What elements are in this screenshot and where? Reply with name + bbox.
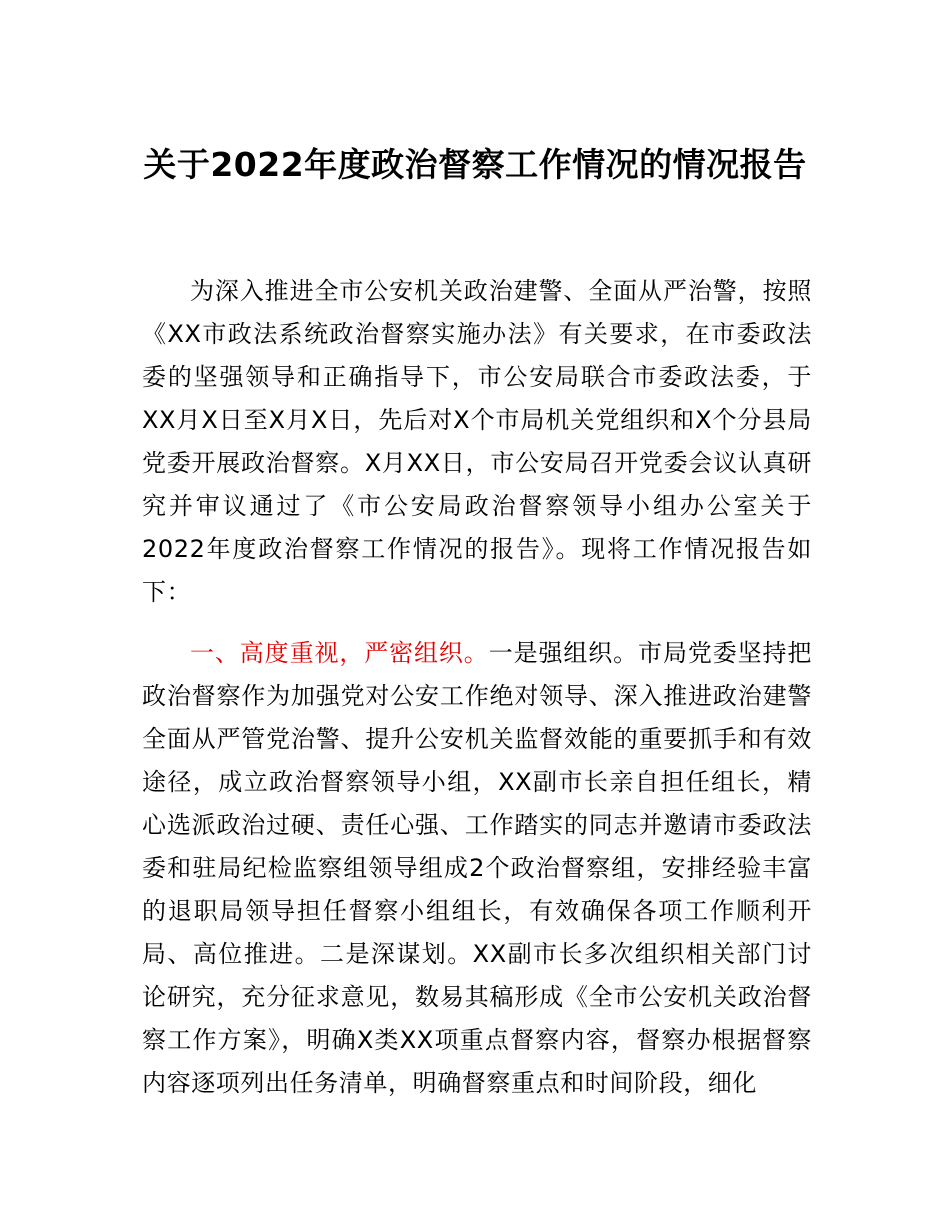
section-one-heading: 一、高度重视，严密组织。 [190, 639, 489, 667]
document-title: 关于2022年度政治督察工作情况的情况报告 [143, 145, 807, 184]
section-one-body: 一是强组织。市局党委坚持把政治督察作为加强党对公安工作绝对领导、深入推进政治建警全面从严管党治警、提升公安机关监督效能的重要抓手和有效途径，成立政治督察领导小组，XX副市长亲自担任组长，精心选派政治过硬、责任心强、工作踏实的同志并邀请市委政法委和驻局纪检监察组领导组成2个政治督察组，安排经验丰富的退职局领导担任督察小组组长，有效确保各项工作顺利开局、高位推进。二是深谋划。XX副市长多次组织相关部门讨论研究，充分征求意见，数易其稿形成《全市公安机关政治督察工作方案》，明确X类XX项重点督察内容，督察办根据督察内容逐项列出任务清单，明确督察重点和时间阶段，细化 [142, 639, 812, 1097]
intro-paragraph: 为深入推进全市公安机关政治建警、全面从严治警，按照《XX市政法系统政治督察实施办法》有关要求，在市委政法委的坚强领导和正确指导下，市公安局联合市委政法委，于XX月X日至X月X日，先后对X个市局机关党组织和X个分县局党委开展政治督察。X月XX日，市公安局召开党委会议认真研究并审议通过了《市公安局政治督察领导小组办公室关于2022年度政治督察工作情况的报告》。现将工作情况报告如下： [142, 277, 812, 606]
section-one-paragraph [142, 632, 812, 1105]
